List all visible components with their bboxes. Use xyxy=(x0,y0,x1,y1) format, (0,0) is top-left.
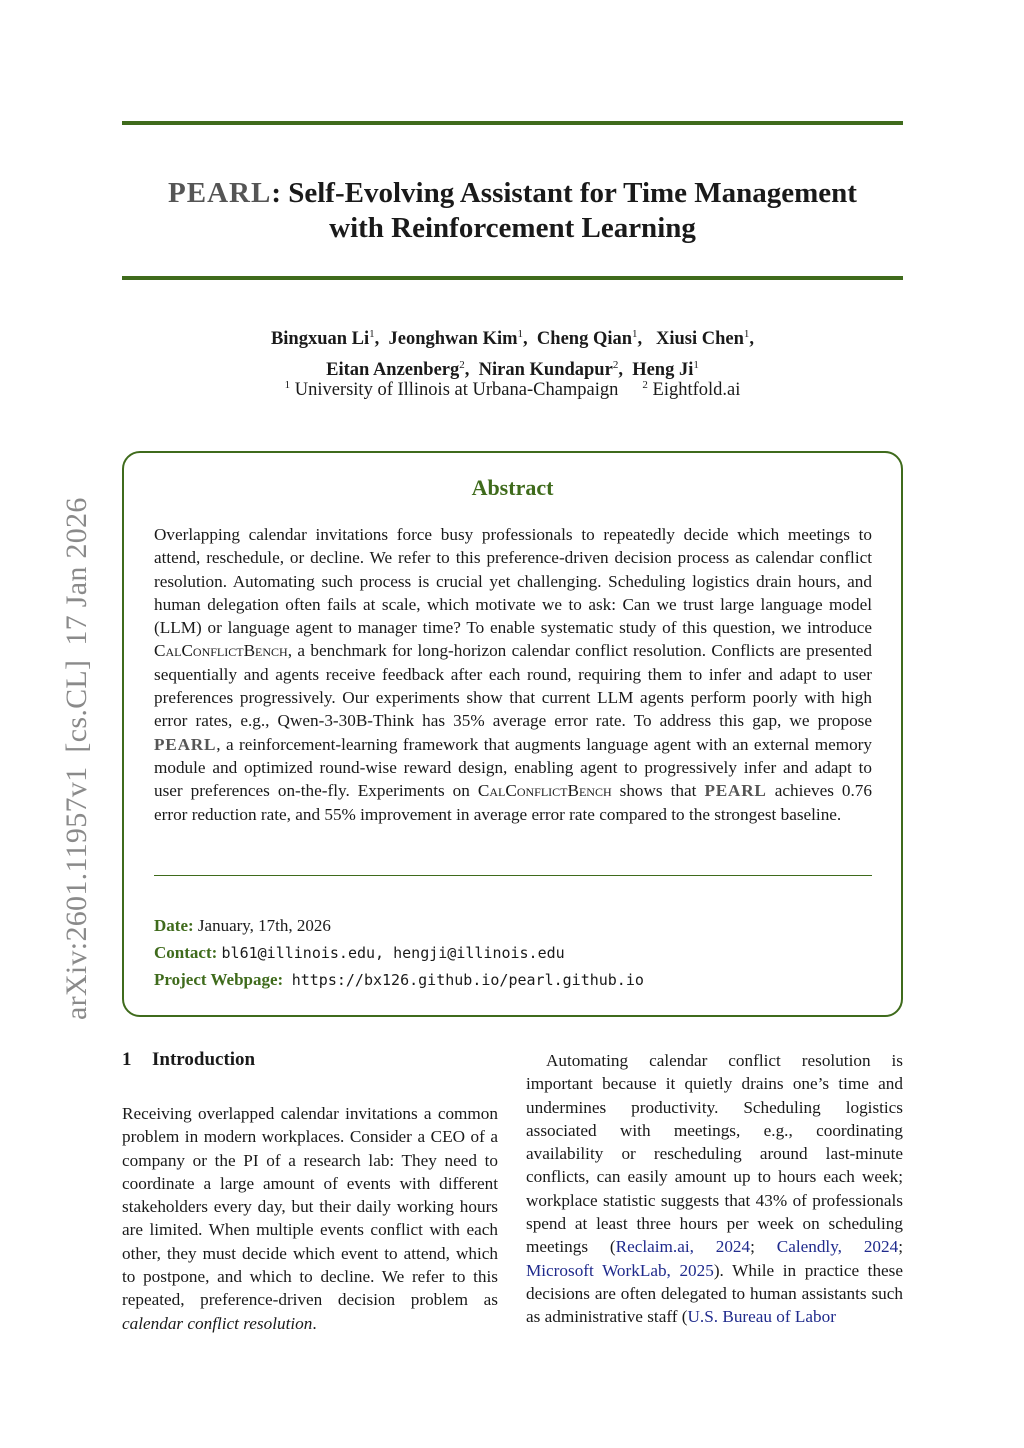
citation-link[interactable]: Calendly, 2024 xyxy=(776,1237,899,1257)
title-pearl: PEARL xyxy=(168,177,272,209)
author: Niran Kundapur xyxy=(478,360,613,381)
meta-webpage: Project Webpage: https://bx126.github.io/pearl.github.io xyxy=(154,970,644,989)
abstract-heading: Abstract xyxy=(471,475,554,500)
title-bottom-rule xyxy=(122,276,903,280)
arxiv-sidebar xyxy=(60,497,94,1020)
author: Eitan Anzenberg xyxy=(326,360,460,381)
arxiv-date: 17 Jan 2026 xyxy=(60,497,93,646)
intro-paragraph-1: Receiving overlapped calendar invitations a common problem in modern workplaces. Consider a CEO of a company or the PI of a research lab: They need to coordinate a large amount of events with different stakeholders every day, but their daily working hours are limited. When multiple events conflict with each other, they must decide which event to attend, which to postpone, and which to decline. We refer to this repeated, preference-driven decision problem as calendar conflict resolution. xyxy=(122,1104,498,1333)
affiliation: Eightfold.ai xyxy=(652,380,741,401)
paper-title xyxy=(122,176,903,246)
meta-contact: Contact: bl61@illinois.edu, hengji@illinois.edu xyxy=(154,943,565,962)
project-webpage-link[interactable]: https://bx126.github.io/pearl.github.io xyxy=(291,971,644,989)
section-heading: 1 Introduction xyxy=(122,1049,256,1070)
contact-emails[interactable]: bl61@illinois.edu, hengji@illinois.edu xyxy=(221,944,565,962)
author-list: Bingxuan Li$^1$, Jeonghwan Kim$^1$, Cheng Qian$^1$, Xiusi Chen$^1$, Eitan Anzenberg$^2$, Niran Kundapur$^2$, Heng Ji$^1$ xyxy=(270,328,755,381)
abstract-text: Overlapping calendar invitations force busy professionals to repeatedly decide which meetings to attend, reschedule, or decline. We refer to this preference-driven decision process as calendar conflict resolution. Automating such process is crucial yet challenging. Scheduling logistics drain hours, and human delegation often fails at scale, which motivate we to ask: Can we trust large language model (LLM) or language agent to manager time? To enable systematic study of this question, we introduce CalConflictBench, a benchmark for long-horizon calendar conflict resolution. Conflicts are presented sequentially and agents receive feedback after each round, requiring them to infer and adapt to user preferences progressively. Our experiments show that current LLM agents perform poorly with high error rates, e.g., Qwen-3-30B-Think has 35% average error rate. To address this gap, we propose PEARL, a reinforcement-learning framework that augments language agent with an external memory module and optimized round-wise reward design, enabling agent to progressively infer and adapt to user preferences on-the-fly. Experiments on CalConflictBench shows that PEARL achieves 0.76 error reduction rate, and 55% improvement in average error rate compared to the strongest baseline. xyxy=(154,525,872,824)
arxiv-id: arXiv:2601.11957v1 xyxy=(60,766,93,1020)
author: Jeonghwan Kim xyxy=(388,329,518,350)
citation-link[interactable]: Reclaim.ai, 2024 xyxy=(615,1237,751,1257)
citation-link[interactable]: U.S. Bureau of Labor xyxy=(687,1307,836,1327)
intro-paragraph-2: Automating calendar conflict resolution is important because it quietly drains one’s time and undermines productivity. Scheduling logistics associated with meetings, e.g., coordinating availability or rescheduling around last-minute conflicts, can easily amount up to hours each week; workplace statistic suggests that 43% of professionals spend at least three hours per week on scheduling meetings (Reclaim.ai, 2024; Calendly, 2024; Microsoft WorkLab, 2025). While in practice these decisions are often delegated to human assistants such as administrative staff (U.S. Bureau of Labor xyxy=(526,1051,903,1327)
affiliation: University of Illinois at Urbana-Champaign xyxy=(294,380,619,401)
author: Bingxuan Li xyxy=(270,329,370,350)
affiliations: $^1$ University of Illinois at Urbana-Champaign $^2$ Eightfold.ai xyxy=(284,379,741,401)
author: Xiusi Chen xyxy=(656,329,744,350)
meta-date: Date: January, 17th, 2026 xyxy=(154,916,331,935)
citation-link[interactable]: Microsoft WorkLab, 2025 xyxy=(526,1260,714,1280)
title-line1: : Self-Evolving Assistant for Time Management xyxy=(271,177,857,209)
author: Cheng Qian xyxy=(536,329,633,350)
abstract-box xyxy=(122,451,903,1017)
abstract-divider xyxy=(154,875,872,876)
author: Heng Ji xyxy=(632,360,694,381)
title-top-rule xyxy=(122,121,903,125)
title-line2: with Reinforcement Learning xyxy=(329,212,696,244)
arxiv-category: [cs.CL] xyxy=(60,659,93,753)
